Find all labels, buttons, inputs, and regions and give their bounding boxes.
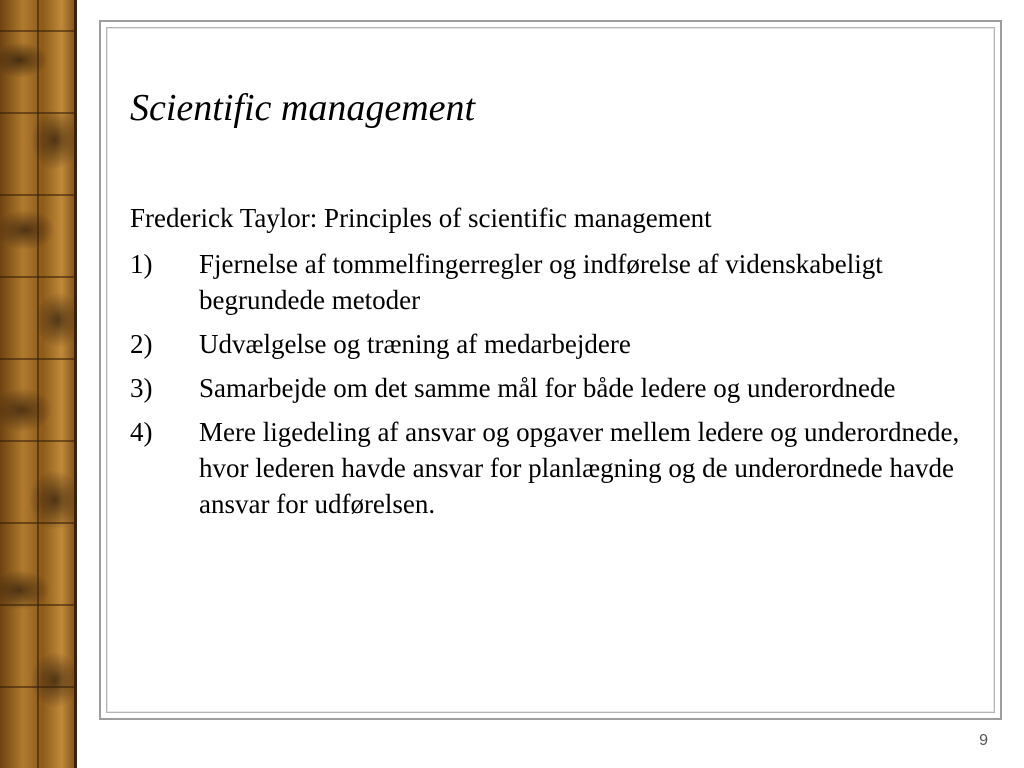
list-item-4 [130, 414, 970, 522]
strip-edge [74, 0, 77, 768]
list-item-2 [130, 326, 970, 362]
slide-body [130, 200, 970, 530]
list-item-text: Fjernelse af tommelfingerregler og indførelse af videnskabeligt begrundede metoder [199, 249, 883, 315]
list-number: 3) [130, 373, 153, 403]
list-item-1 [130, 246, 970, 318]
list-item-3 [130, 370, 970, 406]
slide-title: Scientific management [130, 87, 476, 129]
intro-line: Frederick Taylor: Principles of scientific management [130, 203, 712, 233]
list-number: 1) [130, 249, 153, 279]
list-number: 2) [130, 329, 153, 359]
page-number: 9 [979, 732, 988, 749]
list-item-text: Udvælgelse og træning af medarbejdere [199, 329, 631, 359]
list-item-text: Mere ligedeling af ansvar og opgaver mellem ledere og underordnede, hvor lederen havde ansvar for planlægning og de underordnede havde ansvar for udførelsen. [199, 417, 960, 519]
wood-grain-pattern [0, 0, 77, 768]
list-item-text: Samarbejde om det samme mål for både ledere og underordnede [199, 373, 896, 403]
list-number: 4) [130, 417, 153, 447]
decorative-wood-strip [0, 0, 77, 768]
